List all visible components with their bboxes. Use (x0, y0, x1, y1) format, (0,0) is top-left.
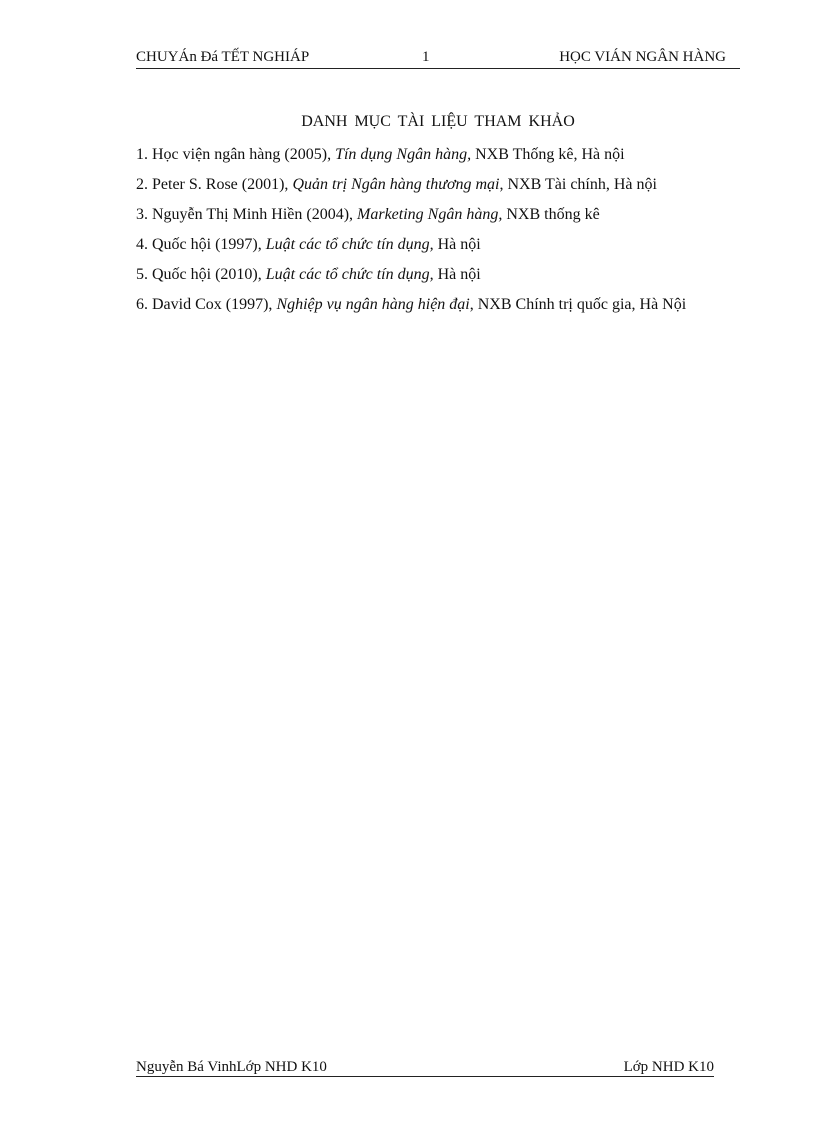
header-document-type: CHUYÁn Đá TẾT NGHIÁP (136, 49, 310, 65)
reference-publisher: , NXB Chính trị quốc gia, Hà Nội (469, 296, 687, 313)
reference-title: Tín dụng Ngân hàng, (335, 146, 472, 163)
reference-author-year: 5. Quốc hội (2010), (136, 266, 266, 283)
page-footer (136, 1058, 714, 1077)
reference-title: Luật các tổ chức tín dụng, (265, 236, 434, 253)
references-title: DANH MỤC TÀI LIỆU THAM KHẢO (301, 113, 575, 130)
reference-publisher: Hà nội (433, 266, 481, 283)
reference-author-year: 1. Học viện ngân hàng (2005), (136, 146, 336, 163)
reference-title: Marketing Ngân hàng, (357, 206, 503, 223)
footer-class: Lớp NHD K10 (623, 1059, 714, 1075)
reference-publisher: NXB Thống kê, Hà nội (471, 146, 625, 163)
reference-item (136, 230, 740, 260)
reference-item (136, 170, 740, 200)
reference-publisher: Hà nội (433, 236, 481, 253)
reference-title: Luật các tổ chức tín dụng, (265, 266, 434, 283)
reference-author-year: 2. Peter S. Rose (2001), (136, 176, 293, 193)
reference-author-year: 3. Nguyễn Thị Minh Hiền (2004), (136, 206, 358, 223)
reference-title: Nghiệp vụ ngân hàng hiện đại (276, 296, 470, 313)
reference-item (136, 290, 740, 320)
reference-author-year: 4. Quốc hội (1997), (136, 236, 266, 253)
reference-item (136, 140, 740, 170)
reference-author-year: 6. David Cox (1997), (136, 296, 277, 313)
page-number: 1 (422, 49, 430, 65)
reference-publisher: , NXB Tài chính, Hà nội (499, 176, 657, 193)
reference-publisher: NXB thống kê (502, 206, 600, 223)
reference-item (136, 200, 740, 230)
footer-author: Nguyễn Bá VinhLớp NHD K10 (136, 1059, 327, 1075)
header-institution: HỌC VIÁN NGÂN HÀNG (559, 49, 726, 65)
page-header (136, 48, 740, 69)
reference-title: Quản trị Ngân hàng thương mại (292, 176, 500, 193)
reference-item (136, 260, 740, 290)
references-section (136, 113, 740, 320)
